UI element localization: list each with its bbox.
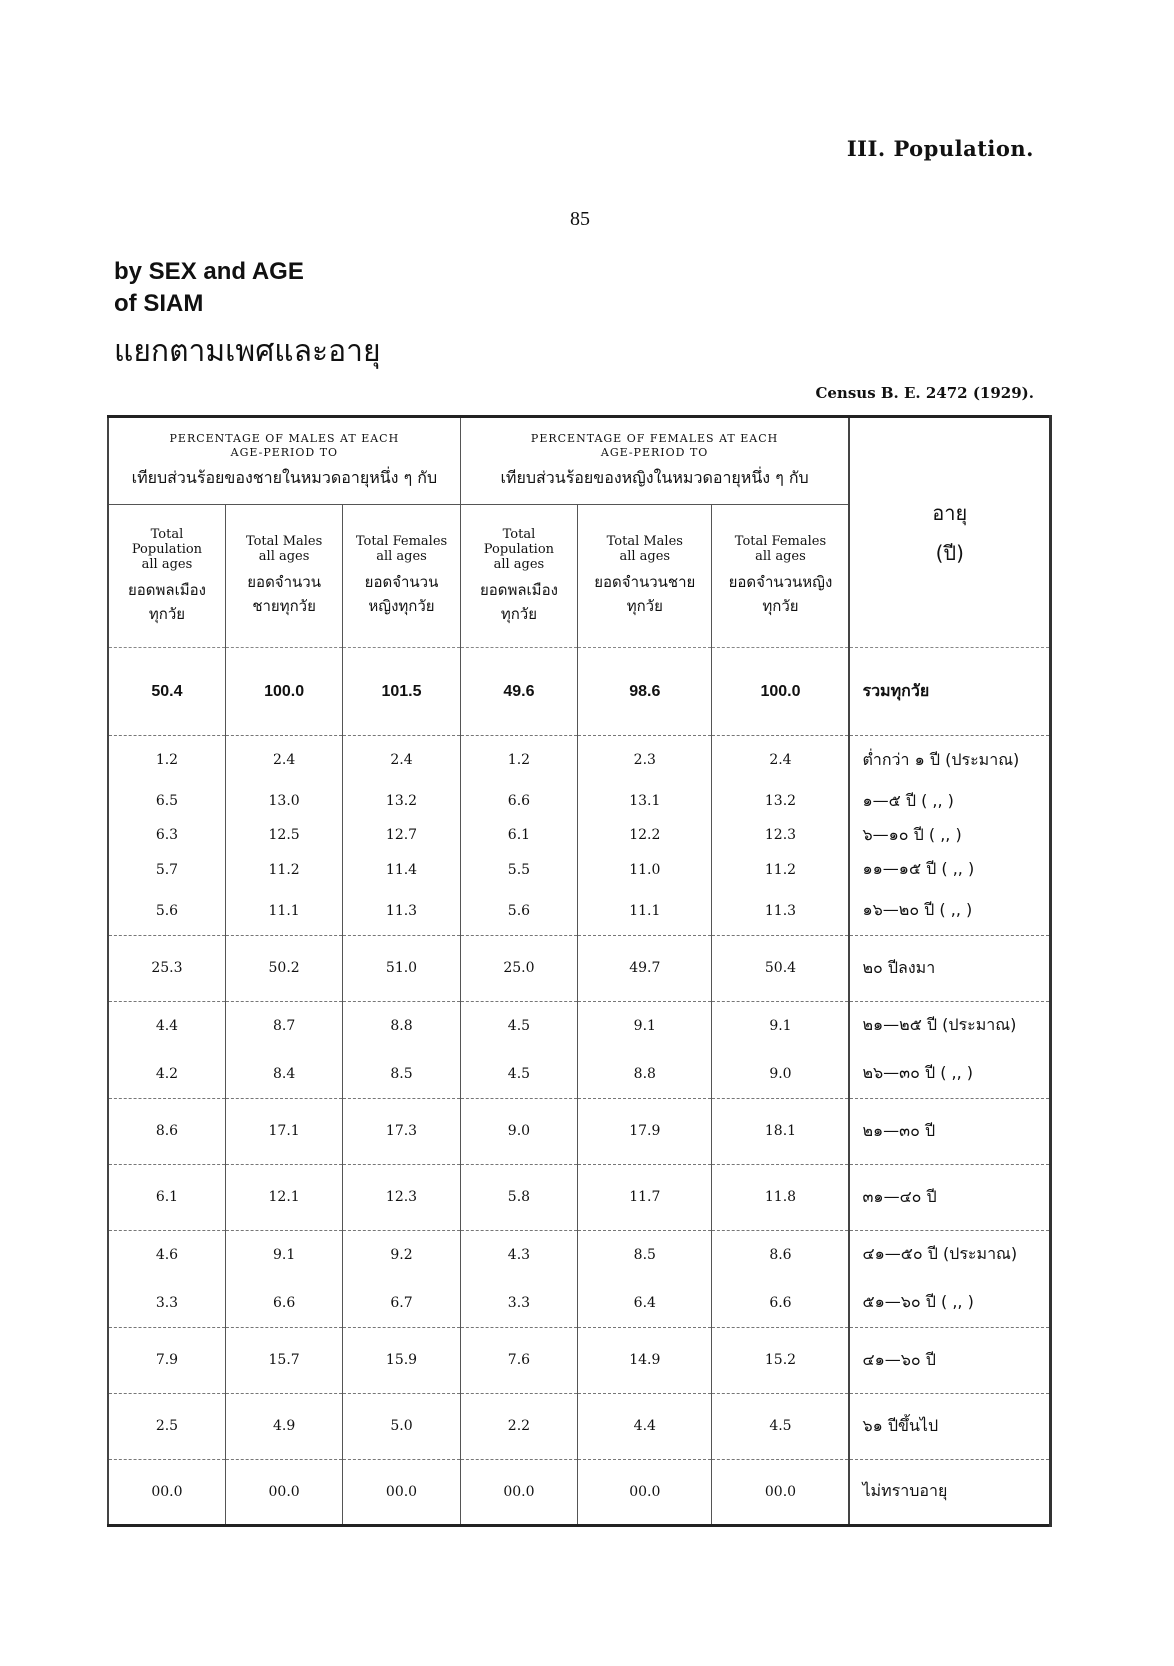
age-header (849, 417, 1050, 648)
age-label: ๔๑—๕๐ ปี (ประมาณ) (849, 1230, 1050, 1278)
value-cell: 11.3 (712, 887, 850, 935)
value-cell: 8.4 (225, 1050, 342, 1098)
value-cell: 18.1 (712, 1098, 850, 1164)
value-cell: 5.0 (343, 1393, 460, 1459)
column-header-en: all ages (619, 549, 671, 565)
age-label: ๒๐ ปีลงมา (849, 935, 1050, 1001)
column-header-th: หญิงทุกวัย (368, 597, 435, 616)
column-header-5 (578, 505, 712, 648)
age-header-line1: อายุ (932, 500, 968, 525)
value-cell: 12.3 (343, 1164, 460, 1230)
value-cell: 2.4 (225, 736, 342, 784)
value-cell: 11.7 (578, 1164, 712, 1230)
value-cell: 13.2 (712, 784, 850, 818)
table-row (108, 1001, 1051, 1049)
value-cell: 11.2 (712, 853, 850, 887)
value-cell: 5.6 (460, 887, 577, 935)
column-header-6 (712, 505, 850, 648)
value-cell: 00.0 (578, 1459, 712, 1525)
column-header-th: ทุกวัย (500, 604, 538, 623)
column-header-th: ชายทุกวัย (252, 597, 316, 616)
value-cell: 13.1 (578, 784, 712, 818)
value-cell: 4.6 (108, 1230, 225, 1278)
column-header-th: ยอดจำนวนหญิง (728, 573, 833, 592)
females-group-th: เทียบส่วนร้อยของหญิงในหมวดอายุหนึ่ง ๆ กับ (500, 467, 809, 487)
value-cell: 6.5 (108, 784, 225, 818)
value-cell: 50.2 (225, 935, 342, 1001)
value-cell: 7.9 (108, 1327, 225, 1393)
value-cell: 2.2 (460, 1393, 577, 1459)
value-cell: 00.0 (343, 1459, 460, 1525)
value-cell: 6.3 (108, 818, 225, 852)
value-cell: 4.2 (108, 1050, 225, 1098)
value-cell: 3.3 (108, 1279, 225, 1327)
column-header-th: ยอดจำนวน (247, 573, 321, 592)
column-header-1 (108, 505, 225, 648)
table-row (108, 1098, 1051, 1164)
table-row (108, 1279, 1051, 1327)
table-row (108, 1230, 1051, 1278)
age-header-line2: (ปี) (935, 540, 964, 565)
value-cell: 4.9 (225, 1393, 342, 1459)
age-label: ๖—๑๐ ปี ( ,, ) (849, 818, 1050, 852)
table-row (108, 1164, 1051, 1230)
table-row (108, 648, 1051, 736)
value-cell: 8.8 (578, 1050, 712, 1098)
value-cell: 2.3 (578, 736, 712, 784)
value-cell: 8.5 (578, 1230, 712, 1278)
column-header-th: ทุกวัย (762, 597, 799, 616)
title-english (114, 256, 304, 320)
column-header-th: ยอดจำนวน (364, 573, 439, 592)
value-cell: 2.4 (343, 736, 460, 784)
value-cell: 1.2 (460, 736, 577, 784)
value-cell: 17.1 (225, 1098, 342, 1164)
column-header-en: all ages (258, 549, 310, 565)
column-header-en: Total Males (606, 534, 683, 550)
value-cell: 12.7 (343, 818, 460, 852)
value-cell: 7.6 (460, 1327, 577, 1393)
column-header-en: Total (502, 526, 536, 542)
value-cell: 1.2 (108, 736, 225, 784)
column-header-2 (225, 505, 342, 648)
value-cell: 6.1 (460, 818, 577, 852)
value-cell: 51.0 (343, 935, 460, 1001)
males-group-en-1: PERCENTAGE OF MALES AT EACH (169, 431, 400, 445)
value-cell: 00.0 (108, 1459, 225, 1525)
table-row (108, 887, 1051, 935)
value-cell: 11.1 (225, 887, 342, 935)
value-cell: 15.9 (343, 1327, 460, 1393)
value-cell: 17.9 (578, 1098, 712, 1164)
column-header-en: all ages (493, 556, 545, 572)
value-cell: 8.6 (108, 1098, 225, 1164)
column-header-en: all ages (376, 549, 427, 565)
column-header-en: all ages (141, 556, 193, 572)
value-cell: 3.3 (460, 1279, 577, 1327)
section-heading: III. Population. (846, 136, 1034, 161)
age-label: ๒๑—๒๕ ปี (ประมาณ) (849, 1001, 1050, 1049)
value-cell: 4.5 (460, 1001, 577, 1049)
age-label: ๕๑—๖๐ ปี ( ,, ) (849, 1279, 1050, 1327)
value-cell: 98.6 (578, 648, 712, 736)
value-cell: 2.4 (712, 736, 850, 784)
value-cell: 4.5 (712, 1393, 850, 1459)
age-label: ไม่ทราบอายุ (849, 1459, 1050, 1525)
value-cell: 4.3 (460, 1230, 577, 1278)
value-cell: 6.6 (460, 784, 577, 818)
value-cell: 00.0 (225, 1459, 342, 1525)
column-header-en: Total Males (245, 534, 323, 550)
value-cell: 50.4 (712, 935, 850, 1001)
value-cell: 12.5 (225, 818, 342, 852)
age-label: ๖๑ ปีขึ้นไป (849, 1393, 1050, 1459)
column-header-en: Total Females (355, 534, 448, 550)
column-header-th: ยอดพลเมือง (127, 580, 206, 599)
value-cell: 5.5 (460, 853, 577, 887)
age-label: ๒๖—๓๐ ปี ( ,, ) (849, 1050, 1050, 1098)
value-cell: 11.8 (712, 1164, 850, 1230)
value-cell: 9.2 (343, 1230, 460, 1278)
table-row (108, 1393, 1051, 1459)
age-label: รวมทุกวัย (849, 648, 1050, 736)
value-cell: 2.5 (108, 1393, 225, 1459)
column-header-en: Population (483, 541, 555, 557)
column-header-th: ทุกวัย (626, 597, 663, 616)
value-cell: 5.6 (108, 887, 225, 935)
males-group-header (108, 417, 460, 505)
table-row (108, 818, 1051, 852)
table-row (108, 853, 1051, 887)
value-cell: 15.2 (712, 1327, 850, 1393)
value-cell: 4.5 (460, 1050, 577, 1098)
females-group-header (460, 417, 849, 505)
column-header-en: Total Females (734, 534, 827, 550)
value-cell: 11.0 (578, 853, 712, 887)
value-cell: 9.1 (225, 1230, 342, 1278)
table-row (108, 935, 1051, 1001)
value-cell: 11.2 (225, 853, 342, 887)
value-cell: 4.4 (578, 1393, 712, 1459)
value-cell: 8.8 (343, 1001, 460, 1049)
age-label: ๔๑—๖๐ ปี (849, 1327, 1050, 1393)
title-thai: แยกตามเพศและอายุ (114, 334, 381, 369)
value-cell: 8.6 (712, 1230, 850, 1278)
column-header-3 (343, 505, 460, 648)
value-cell: 5.8 (460, 1164, 577, 1230)
age-label: ๑๑—๑๕ ปี ( ,, ) (849, 853, 1050, 887)
value-cell: 00.0 (460, 1459, 577, 1525)
value-cell: 14.9 (578, 1327, 712, 1393)
value-cell: 6.6 (225, 1279, 342, 1327)
value-cell: 11.1 (578, 887, 712, 935)
value-cell: 13.2 (343, 784, 460, 818)
table-row (108, 1459, 1051, 1525)
value-cell: 12.2 (578, 818, 712, 852)
value-cell: 15.7 (225, 1327, 342, 1393)
value-cell: 25.0 (460, 935, 577, 1001)
value-cell: 12.1 (225, 1164, 342, 1230)
value-cell: 4.4 (108, 1001, 225, 1049)
age-label: ๑๖—๒๐ ปี ( ,, ) (849, 887, 1050, 935)
title-english-line2: of SIAM (114, 290, 204, 317)
column-header-en: Population (131, 541, 203, 557)
value-cell: 17.3 (343, 1098, 460, 1164)
column-header-th: ทุกวัย (148, 604, 186, 623)
value-cell: 13.0 (225, 784, 342, 818)
column-header-th: ยอดจำนวนชาย (594, 573, 696, 592)
age-label: ต่ำกว่า ๑ ปี (ประมาณ) (849, 736, 1050, 784)
males-group-en-2: AGE-PERIOD TO (230, 445, 339, 459)
column-header-th: ยอดพลเมือง (479, 580, 558, 599)
value-cell: 49.7 (578, 935, 712, 1001)
table-row (108, 784, 1051, 818)
value-cell: 12.3 (712, 818, 850, 852)
value-cell: 8.5 (343, 1050, 460, 1098)
value-cell: 9.0 (712, 1050, 850, 1098)
value-cell: 100.0 (712, 648, 850, 736)
page-number: 85 (570, 208, 590, 230)
value-cell: 25.3 (108, 935, 225, 1001)
females-group-en-1: PERCENTAGE OF FEMALES AT EACH (530, 431, 779, 445)
column-header-en: all ages (755, 549, 806, 565)
value-cell: 100.0 (225, 648, 342, 736)
table-row (108, 1327, 1051, 1393)
value-cell: 5.7 (108, 853, 225, 887)
females-group-en-2: AGE-PERIOD TO (600, 445, 709, 459)
value-cell: 6.1 (108, 1164, 225, 1230)
table-row (108, 736, 1051, 784)
value-cell: 101.5 (343, 648, 460, 736)
census-label: Census B. E. 2472 (1929). (815, 384, 1034, 402)
population-table (107, 415, 1052, 1527)
value-cell: 6.4 (578, 1279, 712, 1327)
title-english-line1: by SEX and AGE (114, 258, 304, 285)
value-cell: 6.7 (343, 1279, 460, 1327)
value-cell: 50.4 (108, 648, 225, 736)
table-row (108, 1050, 1051, 1098)
value-cell: 49.6 (460, 648, 577, 736)
value-cell: 8.7 (225, 1001, 342, 1049)
males-group-th: เทียบส่วนร้อยของชายในหมวดอายุหนึ่ง ๆ กับ (131, 467, 438, 487)
value-cell: 9.1 (578, 1001, 712, 1049)
column-header-4 (460, 505, 577, 648)
value-cell: 11.4 (343, 853, 460, 887)
value-cell: 6.6 (712, 1279, 850, 1327)
column-header-en: Total (150, 526, 184, 542)
value-cell: 11.3 (343, 887, 460, 935)
value-cell: 00.0 (712, 1459, 850, 1525)
value-cell: 9.1 (712, 1001, 850, 1049)
value-cell: 9.0 (460, 1098, 577, 1164)
age-label: ๑—๕ ปี ( ,, ) (849, 784, 1050, 818)
age-label: ๒๑—๓๐ ปี (849, 1098, 1050, 1164)
age-label: ๓๑—๔๐ ปี (849, 1164, 1050, 1230)
